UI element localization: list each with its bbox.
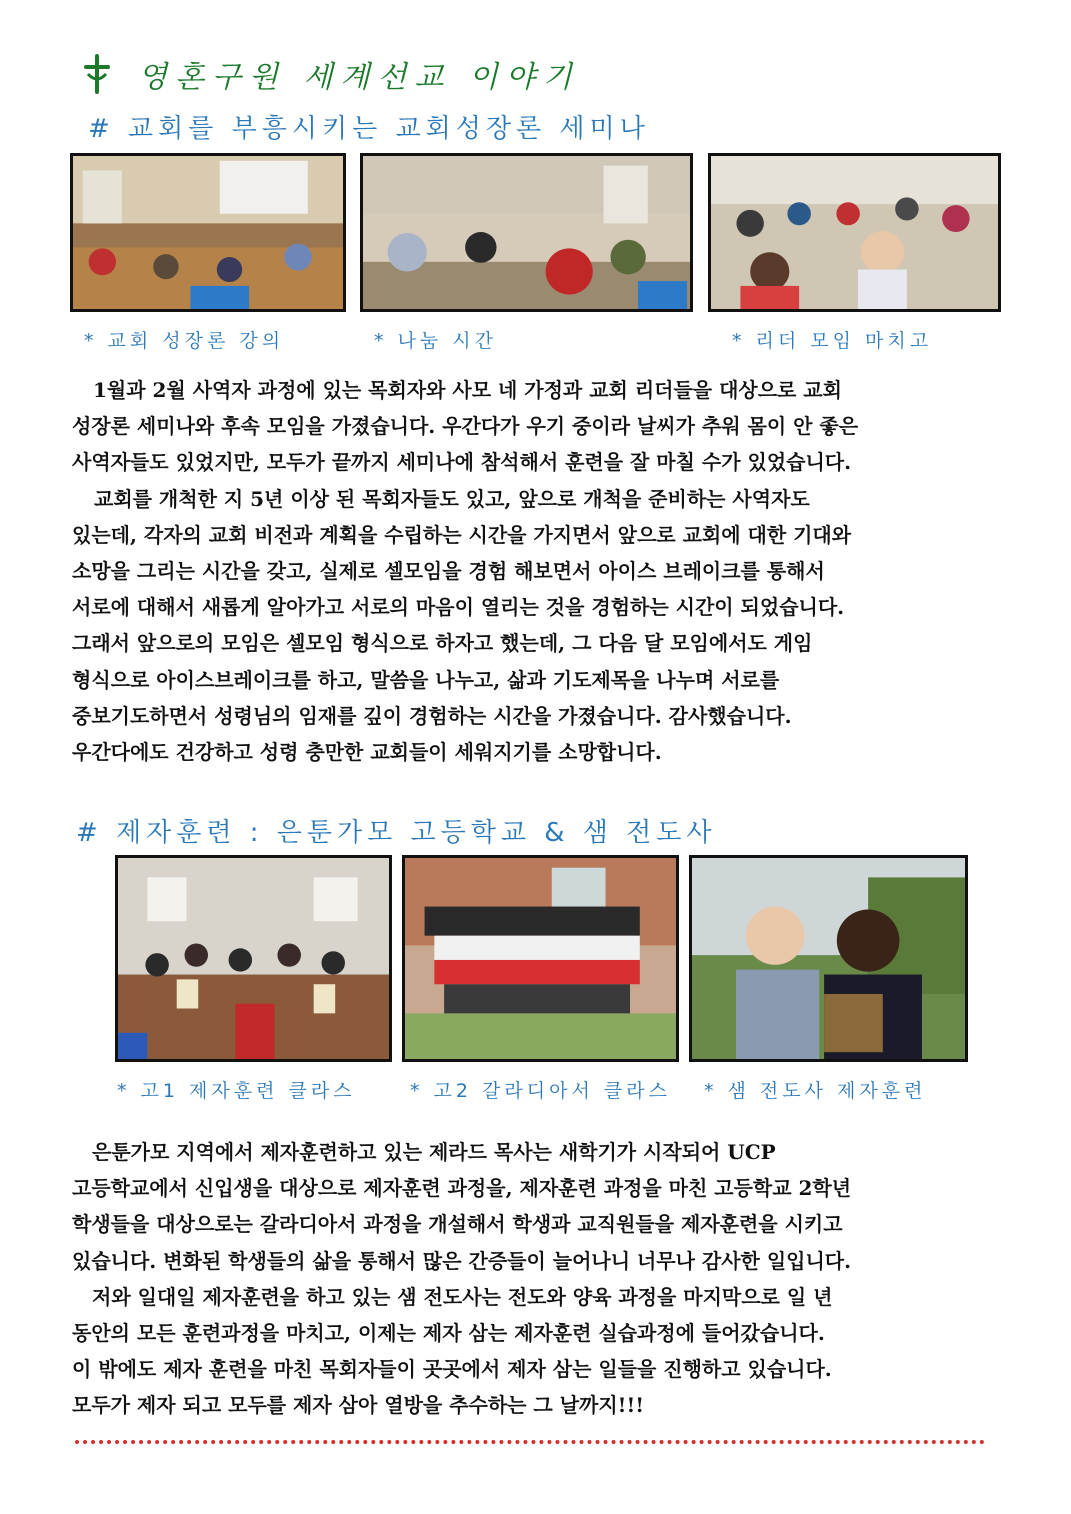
paragraph-line: 동안의 모든 훈련과정을 마치고, 이제는 제자 삼는 제자훈련 실습과정에 들어갔습니다. — [72, 1321, 825, 1346]
paragraph-line: 학생들을 대상으로는 갈라디아서 과정을 개설해서 학생과 교직원들을 제자훈련을 시키고 — [72, 1212, 843, 1237]
photo-sharing — [360, 153, 693, 312]
caption-sharing: * 나눔 시간 — [374, 330, 497, 352]
paragraph-line: 모두가 제자 되고 모두를 제자 삼아 열방을 추수하는 그 날까지!!! — [72, 1393, 645, 1418]
photo-sam — [689, 855, 968, 1062]
photo-class1 — [115, 855, 392, 1062]
caption-lecture: * 교회 성장론 강의 — [84, 330, 285, 352]
paragraph-line: 있습니다. 변화된 학생들의 삶을 통해서 많은 간증들이 늘어나니 너무나 감사한 일입니다. — [72, 1248, 852, 1273]
section2-heading: # 제자훈련 : 은툰가모 고등학교 & 샘 전도사 — [76, 818, 717, 848]
paragraph-line: 있는데, 각자의 교회 비전과 계획을 수립하는 시간을 가지면서 앞으로 교회에 대한 기대와 — [72, 522, 852, 547]
paragraph-line: 성장론 세미나와 후속 모임을 가졌습니다. 우간다가 우기 중이라 날씨가 추워 몸이 안 좋은 — [72, 414, 859, 439]
section1-heading: # 교회를 부흥시키는 교회성장론 세미나 — [88, 114, 650, 144]
page-title — [80, 52, 580, 96]
dotted-divider — [75, 1440, 985, 1450]
paragraph-line: 소망을 그리는 시간을 갖고, 실제로 셀모임을 경험 해보면서 아이스 브레이크를 통해서 — [72, 559, 825, 584]
paragraph-line: 우간다에도 건강하고 성령 충만한 교회들이 세워지기를 소망합니다. — [72, 740, 662, 765]
section1-body — [72, 372, 858, 770]
page-title-text: 영혼구원 세계선교 이야기 — [138, 60, 580, 95]
paragraph-line: 그래서 앞으로의 모임은 셀모임 형식으로 하자고 했는데, 그 다음 달 모임에서도 게임 — [72, 631, 813, 656]
caption-class1: * 고1 제자훈련 클라스 — [117, 1080, 356, 1102]
paragraph-line: 고등학교에서 신입생을 대상으로 제자훈련 과정을, 제자훈련 과정을 마친 고등학교 2학년 — [72, 1176, 852, 1201]
photo-leaders — [708, 153, 1001, 312]
section2-body — [72, 1134, 851, 1424]
paragraph-line: 이 밖에도 제자 훈련을 마친 목회자들이 곳곳에서 제자 삼는 일들을 진행하고 있습니다. — [72, 1357, 832, 1382]
paragraph-line: 중보기도하면서 성령님의 임재를 깊이 경험하는 시간을 가졌습니다. 감사했습니다. — [72, 703, 792, 728]
caption-class2: * 고2 갈라디아서 클라스 — [410, 1080, 671, 1102]
caption-sam: * 샘 전도사 제자훈련 — [704, 1080, 927, 1102]
cross-icon — [80, 54, 114, 94]
photo-class2 — [402, 855, 679, 1062]
paragraph-line: 1월과 2월 사역자 과정에 있는 목회자와 사모 네 가정과 교회 리더들을 대상으로 교회 — [93, 378, 842, 402]
paragraph-line: 은툰가모 지역에서 제자훈련하고 있는 제라드 목사는 새학기가 시작되어 UCP — [92, 1140, 776, 1164]
paragraph-line: 형식으로 아이스브레이크를 하고, 말씀을 나누고, 삶과 기도제목을 나누며 서로를 — [72, 667, 780, 692]
photo-lecture — [70, 153, 346, 312]
paragraph-line: 교회를 개척한 지 5년 이상 된 목회자들도 있고, 앞으로 개척을 준비하는 사역자도 — [94, 486, 810, 511]
caption-leaders: * 리더 모임 마치고 — [732, 330, 933, 352]
paragraph-line: 저와 일대일 제자훈련을 하고 있는 샘 전도사는 전도와 양육 과정을 마지막으로 일 년 — [92, 1284, 833, 1309]
paragraph-line: 사역자들도 있었지만, 모두가 끝까지 세미나에 참석해서 훈련을 잘 마칠 수가 있었습니다. — [72, 450, 852, 475]
paragraph-line: 서로에 대해서 새롭게 알아가고 서로의 마음이 열리는 것을 경험하는 시간이 되었습니다. — [72, 595, 845, 620]
